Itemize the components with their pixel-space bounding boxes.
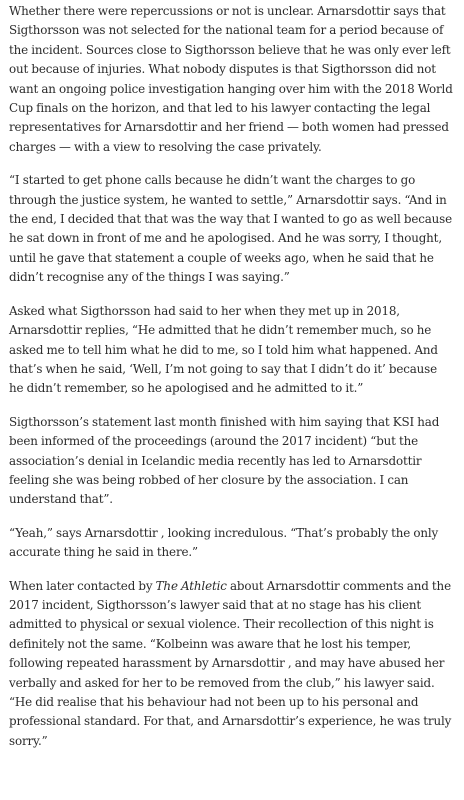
publication-name: The Athletic [155, 578, 227, 593]
lawyer-paragraph-intro: When later contacted by [9, 578, 156, 593]
paragraph-phone-calls-quote: “I started to get phone calls because he didn’t want the charges to go through the justice system, he wanted to settle,” Arnarsdottir says. “And in the end, I decided that that was the way that I wanted to go as well because he sat down in front of me and he apologised. And he was sorry, I thought, until he gave that statement a couple of weeks ago, when he said that he didn’t recognise any of the things I was saying.” [9, 173, 453, 285]
paragraph-repercussions: Whether there were repercussions or not is unclear. Arnarsdottir says that Sigthorsson was not selected for the national team for a period because of the incident. Sources close to Sigthorsson believe that he was only ever left out because of injuries. What nobody disputes is that Sigthorsson did not want an ongoing police investigation hanging over him with the 2018 World Cup finals on the horizon, and that led to his lawyer contacting the legal representatives for Arnarsdottir and her friend — both women had pressed charges — with a view to resolving the case privately. [9, 4, 453, 154]
paragraph-yeah-quote: “Yeah,” says Arnarsdottir , looking incredulous. “That’s probably the only accurate thing he said in there.” [9, 525, 439, 560]
paragraph-lawyer-response [9, 577, 454, 752]
lawyer-paragraph-body: about Arnarsdottir comments and the 2017 incident, Sigthorsson’s lawyer said that at no stage has his client admitted to physical or sexual violence. Their recollection of this night is definitely not the same. “Kolbeinn was aware that he lost his temper, following repeated harassment by Arnarsdottir , and may have abused her verbally and asked for her to be removed from the club,” his lawyer said. “He did realise that his behaviour had not been up to his personal and professional standard. For that, and Arnarsdottir’s experience, he was truly sorry.” [9, 578, 452, 748]
paragraph-meeting-2018: Asked what Sigthorsson had said to her when they met up in 2018, Arnarsdottir replies, “He admitted that he didn’t remember much, so he asked me to tell him what he did to me, so I told him what happened. And that’s when he said, ‘Well, I’m not going to say that I didn’t do it’ because he didn’t remember, so he apologised and he admitted to it.” [9, 303, 438, 396]
paragraph-statement: Sigthorsson’s statement last month finished with him saying that KSI had been informed of the proceedings (around the 2017 incident) “but the association’s denial in Icelandic media recently has led to Arnarsdottir feeling she was being robbed of her closure by the association. I can understand that”. [9, 414, 440, 507]
